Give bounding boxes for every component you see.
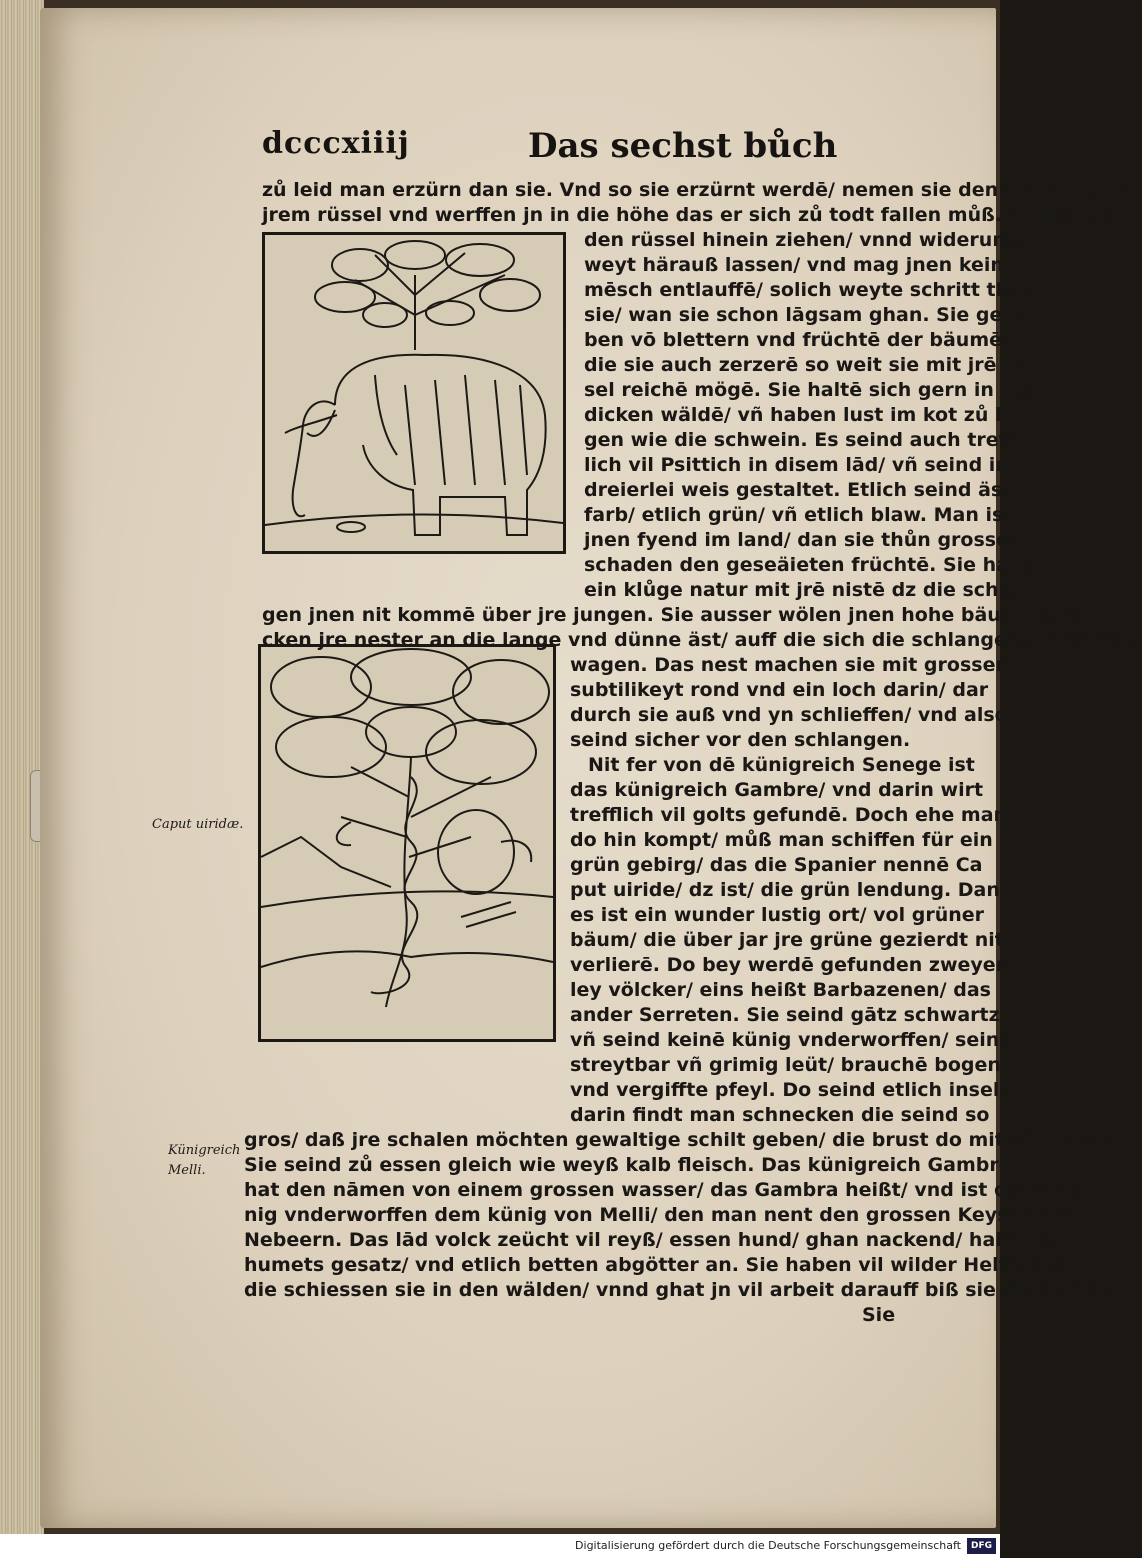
text-line: gros/ daß jre schalen möchten gewaltige schilt geben/ die brust do mit zůdecken. [244, 1129, 1119, 1151]
text-line: die schiessen sie in den wälden/ vnnd ghat jn vil arbeit darauff biß sie einen fellen [244, 1279, 1130, 1301]
text-line: ander Serreten. Sie seind gātz schwartz [570, 1004, 1000, 1026]
footer-credit: Digitalisierung gefördert durch die Deutsche Forschungsgemeinschaft [575, 1539, 961, 1552]
text-line: streytbar vñ grimig leüt/ brauchē bogen [570, 1054, 1001, 1076]
text-line: das künigreich Gambre/ vnd darin wirt [570, 779, 984, 801]
text-line: zů leid man erzürn dan sie. Vnd so sie erzürnt werdē/ nemen sie den menschē mit [262, 179, 1142, 201]
margin-note-melli: Melli. [168, 1163, 206, 1178]
elephant-woodcut [262, 232, 566, 554]
text-line: ein klůge natur mit jrē nistē dz die schlā [584, 579, 1018, 601]
text-line: subtilikeyt rond vnd ein loch darin/ dar [570, 679, 989, 701]
text-line: dreierlei weis gestaltet. Etlich seind äsch [584, 479, 1027, 501]
text-line: sie/ wan sie schon lāgsam ghan. Sie gele [584, 304, 1022, 326]
text-line: Nit fer von dē künigreich Senege ist [588, 754, 975, 776]
tree-serpent-woodcut [258, 644, 556, 1042]
dfg-logo: DFG [967, 1538, 996, 1554]
text-line: schaden den geseäieten früchtē. Sie habē [584, 554, 1036, 576]
text-line: put uiride/ dz ist/ die grün lendung. Dan [570, 879, 1000, 901]
text-line: durch sie auß vnd yn schlieffen/ vnd also [570, 704, 1008, 726]
text-line: ley völcker/ eins heißt Barbazenen/ das [570, 979, 991, 1001]
text-line: lich vil Psittich in disem lād/ vñ seind in [584, 454, 1009, 476]
text-line: nig vnderworffen dem künig von Melli/ den man nent den grossen Keyser der [244, 1204, 1074, 1226]
elephant-illustration [265, 235, 563, 551]
text-line: darin findt man schnecken die seind so [570, 1104, 990, 1126]
text-line: grün gebirg/ das die Spanier nennē Ca [570, 854, 983, 876]
text-line: sel reichē mögē. Sie haltē sich gern in den [584, 379, 1041, 401]
text-line: Nebeern. Das lād volck zeücht vil reyß/ essen hund/ ghan nackend/ haltē Ma [244, 1229, 1063, 1251]
tree-serpent-illustration [261, 647, 553, 1039]
margin-note-kunigreich: Künigreich [168, 1143, 241, 1158]
text-line: hat den nāmen von einem grossen wasser/ das Gambra heißt/ vnd ist diser kü [244, 1179, 1081, 1201]
folio-number: dcccxiiij [262, 126, 410, 161]
text-line: gen jnen nit kommē über jre jungen. Sie ausser wölen jnen hohe bäum vñ hen [262, 604, 1100, 626]
text-line: humets gesatz/ vnd etlich betten abgötter an. Sie haben vil wilder Helffantē/ [244, 1254, 1070, 1276]
text-line: jrem rüssel vnd werffen jn in die höhe das er sich zů todt fallen můß. Sie können [262, 204, 1127, 226]
text-line: es ist ein wunder lustig ort/ vol grüner [570, 904, 985, 926]
running-title: Das sechst bůch [528, 126, 838, 166]
text-line: mēsch entlauffē/ solich weyte schritt thůn [584, 279, 1037, 301]
catchword: Sie [862, 1304, 896, 1326]
text-line: wagen. Das nest machen sie mit grosser [570, 654, 1005, 676]
text-line: jnen fyend im land/ dan sie thůn grossen [584, 529, 1023, 551]
text-line: trefflich vil golts gefundē. Doch ehe man [570, 804, 1008, 826]
text-line: verlierē. Do bey werdē gefunden zweyer [570, 954, 1006, 976]
text-line: vñ seind keinē künig vnderworffen/ seind [570, 1029, 1013, 1051]
digitization-footer [0, 1534, 1000, 1558]
page-edges [0, 0, 44, 1534]
text-line: cken jre nester an die lange vnd dünne äst/ auff die sich die schlangen nit dörffen [262, 629, 1141, 651]
text-line: seind sicher vor den schlangen. [570, 729, 911, 751]
margin-note-caput: Caput uiridæ. [152, 817, 244, 832]
text-line: vnd vergiffte pfeyl. Do seind etlich insel/ [570, 1079, 1007, 1101]
text-line: bäum/ die über jar jre grüne gezierdt nit [570, 929, 1004, 951]
text-line: die sie auch zerzerē so weit sie mit jrē rüs [584, 354, 1038, 376]
text-line: Sie seind zů essen gleich wie weyß kalb fleisch. Das künigreich Gambre [244, 1154, 1012, 1176]
text-line: ben vō blettern vnd früchtē der bäumē/ [584, 329, 1009, 351]
text-line: do hin kompt/ můß man schiffen für ein [570, 829, 993, 851]
text-line: farb/ etlich grün/ vñ etlich blaw. Man ist [584, 504, 1013, 526]
text-line: gen wie die schwein. Es seind auch treff [584, 429, 1015, 451]
text-line: weyt härauß lassen/ vnd mag jnen kein [584, 254, 1004, 276]
text-line: dicken wäldē/ vñ haben lust im kot zů li [584, 404, 1009, 426]
text-line: den rüssel hinein ziehen/ vnnd widerumb [584, 229, 1026, 251]
